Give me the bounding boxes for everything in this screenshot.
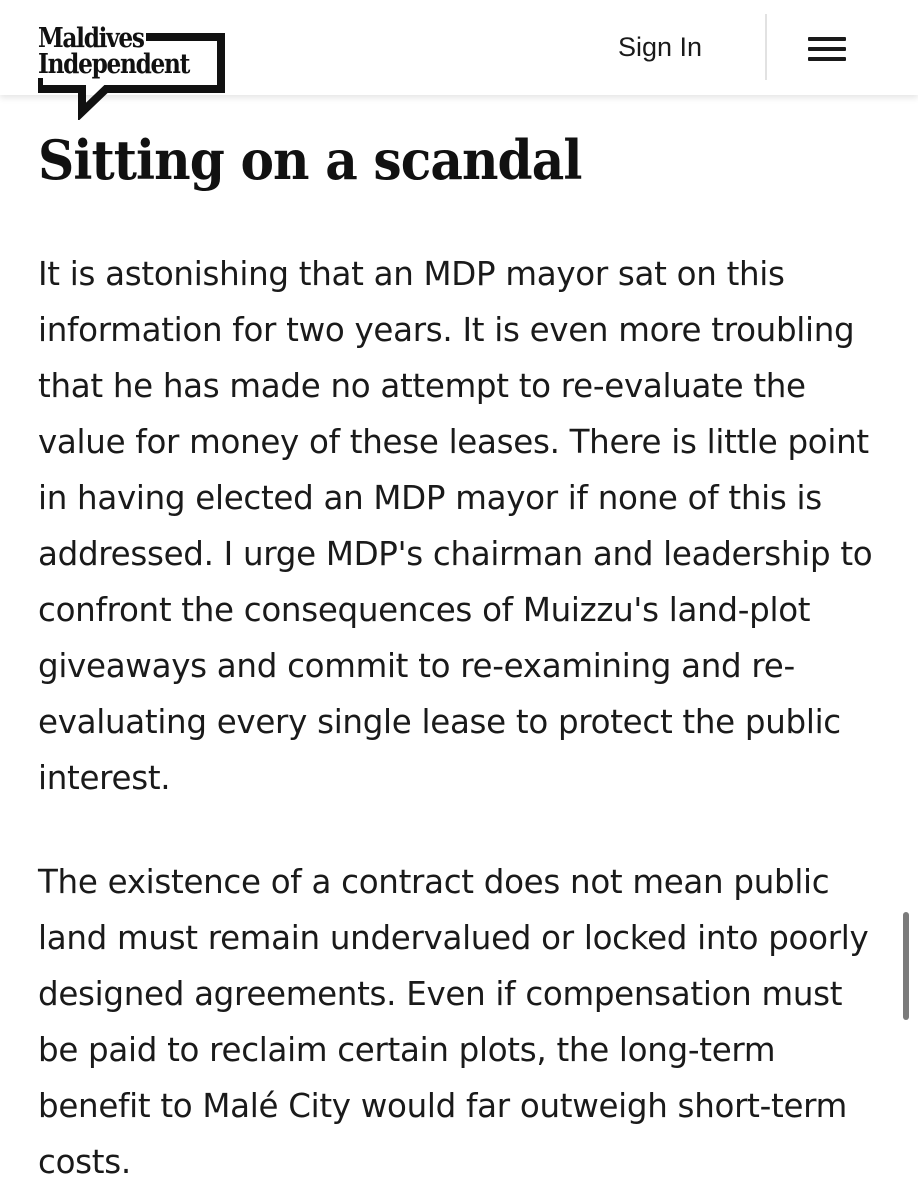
article-body [38,120,878,1190]
header-divider [765,14,767,80]
sign-in-link[interactable]: Sign In [618,32,703,62]
section-heading: Sitting on a scandal [38,128,582,192]
page-scrollbar[interactable] [903,912,909,1020]
hamburger-menu-icon[interactable] [808,33,850,63]
logo-text-line2: Independent [38,49,190,80]
article-paragraph: It is astonishing that an MDP mayor sat on this information for two years. It is even more troubling that he has made no attempt to re-evaluate the value for money of these leases. There is little point in having elected an MDP mayor if none of this is addressed. I urge MDP's chairman and leadership to confront the consequences of Muizzu's land-plot giveaways and commit to re-examining and re-evaluating every single lease to protect the public interest. [38,255,873,797]
site-header [0,0,918,95]
article-paragraph: The existence of a contract does not mean public land must remain undervalued or locked into poorly designed agreements. Even if compensation must be paid to reclaim certain plots, the long-term benefit to Malé City would far outweigh short-term costs. [38,863,869,1181]
site-logo[interactable] [38,20,228,120]
logo-text-line1: Maldives [38,23,144,54]
